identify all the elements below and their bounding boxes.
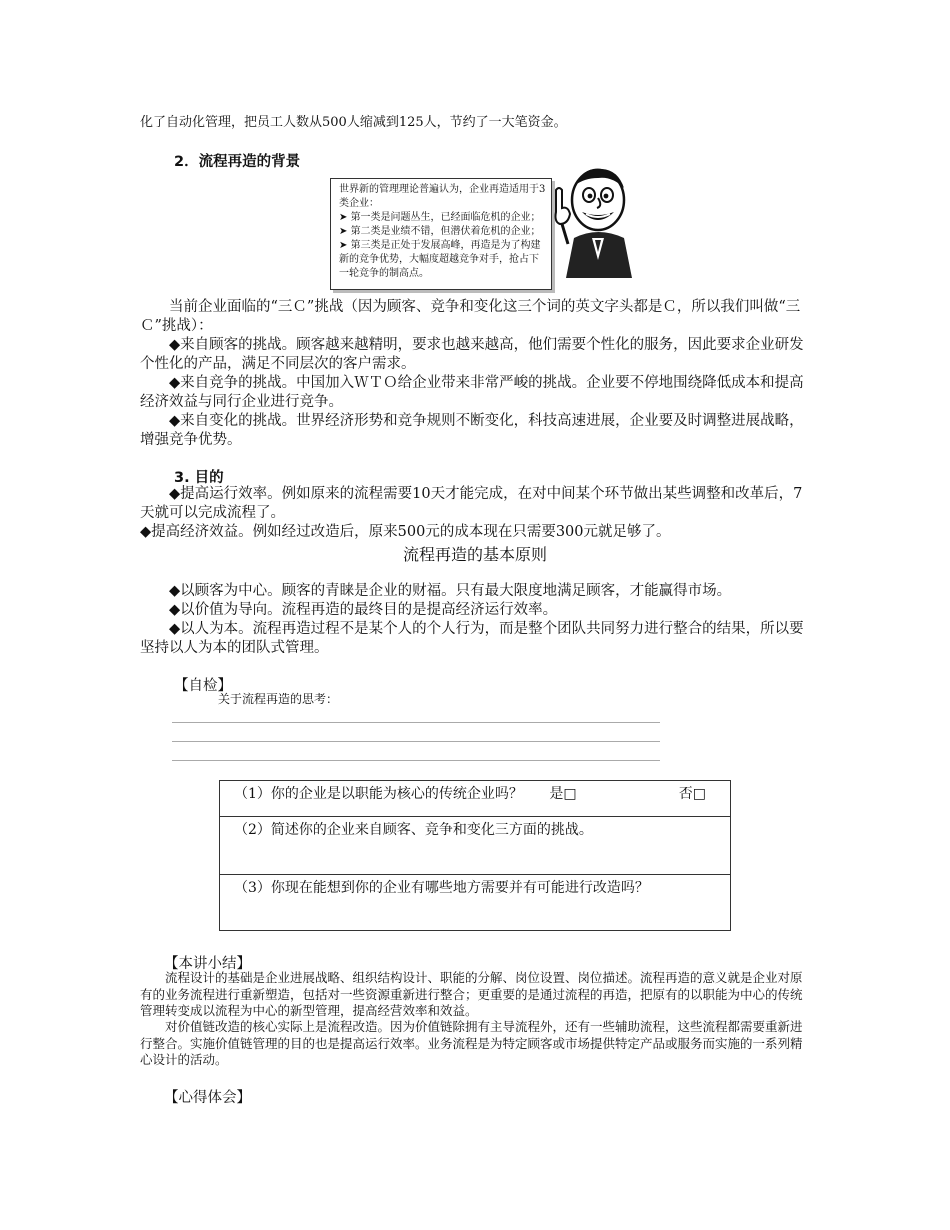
bullet-efficiency: ◆提高运行效率。例如原来的流程需要10天才能完成，在对中间某个环节做出某些调整和改革后，7天就可以完成流程了。 <box>140 486 803 521</box>
section-heading-background: 2．流程再造的背景 <box>174 154 301 170</box>
summary-heading: 【本讲小结】 <box>164 956 251 972</box>
question-1-text: （1）你的企业是以职能为核心的传统企业吗？ <box>234 786 523 802</box>
principle-people: ◆以人为本。流程再造过程不是某个人的个人行为，而是整个团队共同努力进行整合的结果，所以要坚持以人为本的团队式管理。 <box>140 621 804 656</box>
principle-value: ◆以价值为导向。流程再造的最终目的是提高经济运行效率。 <box>169 602 558 618</box>
arrow-bullet-icon: ➤ <box>339 240 351 251</box>
summary-paragraph-1: 流程设计的基础是企业进展战略、组织结构设计、职能的分解、岗位设置、岗位描述。流程再造的意义就是企业对原有的业务流程进行重新塑造，包括对一些资源重新进行整合；更重要的是通过流程的再造，把原有的以职能为中心的传统管理转变成以流程为中心的新型管理，提高经营效率和效益。 <box>140 970 803 1018</box>
cartoon-man-illustration <box>548 160 648 280</box>
bullet-economic-benefit: ◆提高经济效益。例如经过改造后，原来500元的成本现在只需要300元就足够了。 <box>140 524 671 540</box>
arrow-bullet-icon: ➤ <box>339 212 351 223</box>
bullet-change-challenge: ◆来自变化的挑战。世界经济形势和竞争规则不断变化，科技高速进展，企业要及时调整进展战略，增强竞争优势。 <box>140 413 804 448</box>
callout-lead: 世界新的管理理论普遍认为，企业再造适用于3类企业： <box>339 184 546 209</box>
summary-paragraph-2: 对价值链改造的核心实际上是流程改造。因为价值链除拥有主导流程外，还有一些辅助流程，这些流程都需要重新进行整合。实施价值链管理的目的也是提高运行效率。业务流程是为特定顾客或市场提供特定产品或服务而实施的一系列精心设计的活动。 <box>140 1019 803 1067</box>
principles-title: 流程再造的基本原则 <box>402 545 547 564</box>
selfcheck-heading: 【自检】 <box>174 678 232 694</box>
answer-line[interactable] <box>172 722 660 723</box>
bullet-competition-challenge: ◆来自竞争的挑战。中国加入ＷＴＯ给企业带来非常严峻的挑战。企业要不停地围绕降低成本和提高经济效益与同行企业进行竞争。 <box>140 375 804 410</box>
question-1-cell <box>220 781 731 817</box>
answer-line[interactable] <box>172 741 660 742</box>
intro-line: 化了自动化管理，把员工人数从500人缩减到125人，节约了一大笔资金。 <box>140 115 567 130</box>
callout-box <box>330 178 552 290</box>
question-2-cell[interactable] <box>220 817 731 875</box>
callout-item: ➤ 第三类是正处于发展高峰，再造是为了构建新的竞争优势，大幅度超越竞争对手，抢占下一轮竞争的制高点。 <box>339 240 541 279</box>
reflection-heading: 【心得体会】 <box>164 1090 251 1106</box>
arrow-bullet-icon: ➤ <box>339 226 351 237</box>
selfcheck-questions-table <box>219 780 731 931</box>
callout-item: ➤ 第一类是问题丛生，已经面临危机的企业； <box>339 212 541 223</box>
callout-item: ➤ 第二类是业绩不错，但潜伏着危机的企业； <box>339 226 541 237</box>
bullet-customer-challenge: ◆来自顾客的挑战。顾客越来越精明，要求也越来越高，他们需要个性化的服务，因此要求企业研发个性化的产品，满足不同层次的客户需求。 <box>140 337 804 372</box>
question-3-text: （3）你现在能想到你的企业有哪些地方需要并有可能进行改造吗？ <box>234 880 649 896</box>
principle-customer: ◆以顾客为中心。顾客的青睐是企业的财福。只有最大限度地满足顾客，才能赢得市场。 <box>169 583 732 599</box>
no-checkbox[interactable]: 否□ <box>678 786 706 802</box>
callout-text <box>339 183 547 281</box>
question-3-cell[interactable] <box>220 875 731 931</box>
selfcheck-prompt: 关于流程再造的思考： <box>218 692 339 706</box>
question-2-text: （2）简述你的企业来自顾客、竞争和变化三方面的挑战。 <box>234 822 593 838</box>
answer-line[interactable] <box>172 760 660 761</box>
section-heading-purpose: 3. 目的 <box>174 470 224 486</box>
three-c-intro-paragraph: 当前企业面临的“三Ｃ”挑战（因为顾客、竞争和变化这三个词的英文字头都是Ｃ，所以我们叫做“三Ｃ”挑战）： <box>140 299 801 334</box>
yes-checkbox[interactable]: 是□ <box>549 786 577 802</box>
